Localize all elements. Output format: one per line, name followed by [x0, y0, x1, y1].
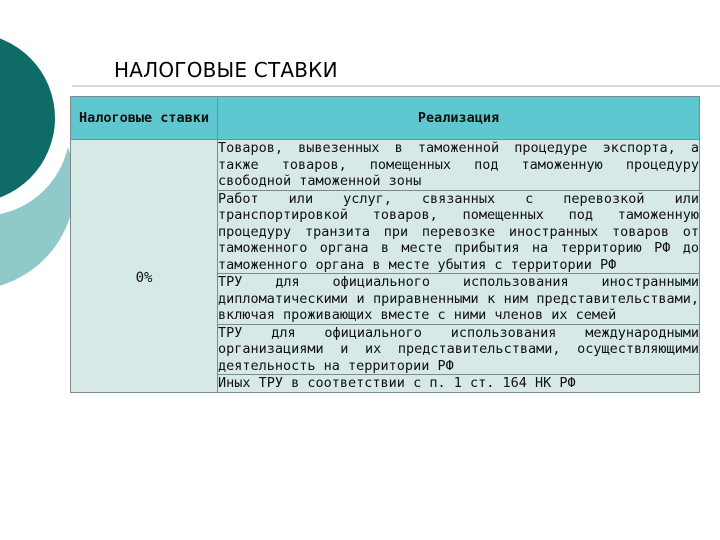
page-title: НАЛОГОВЫЕ СТАВКИ — [114, 58, 338, 82]
realization-item: Иных ТРУ в соответствии с п. 1 ст. 164 НК РФ — [218, 375, 700, 393]
realization-item: Работ или услуг, связанных с перевозкой или транспортировкой товаров, помещенных под таможенную процедуру транзита при перевозке иностранных товаров от таможенного органа в месте прибытия на территорию РФ до таможенного органа в месте убытия с территории РФ — [218, 190, 699, 273]
tax-rates-table — [70, 96, 700, 393]
rate-cell — [71, 140, 218, 393]
rate-value: 0% — [135, 269, 153, 286]
realization-item: ТРУ для официального использования международными организациями и их представительствами, осуществляющими деятельность на территории РФ — [218, 324, 699, 374]
realization-item: ТРУ для официального использования иностранными дипломатическими и приравненными к ним представительствами, включая проживающих вместе с ними членов их семей — [218, 274, 699, 323]
header-tax-rates: Налоговые ставки — [71, 97, 218, 140]
table-row — [71, 140, 700, 191]
table-header-row — [71, 97, 700, 140]
header-realization: Реализация — [218, 97, 700, 140]
realization-item: Товаров, вывезенных в таможенной процедуре экспорта, а также товаров, помещенных под таможенную процедуру свободной таможенной зоны — [218, 140, 699, 189]
